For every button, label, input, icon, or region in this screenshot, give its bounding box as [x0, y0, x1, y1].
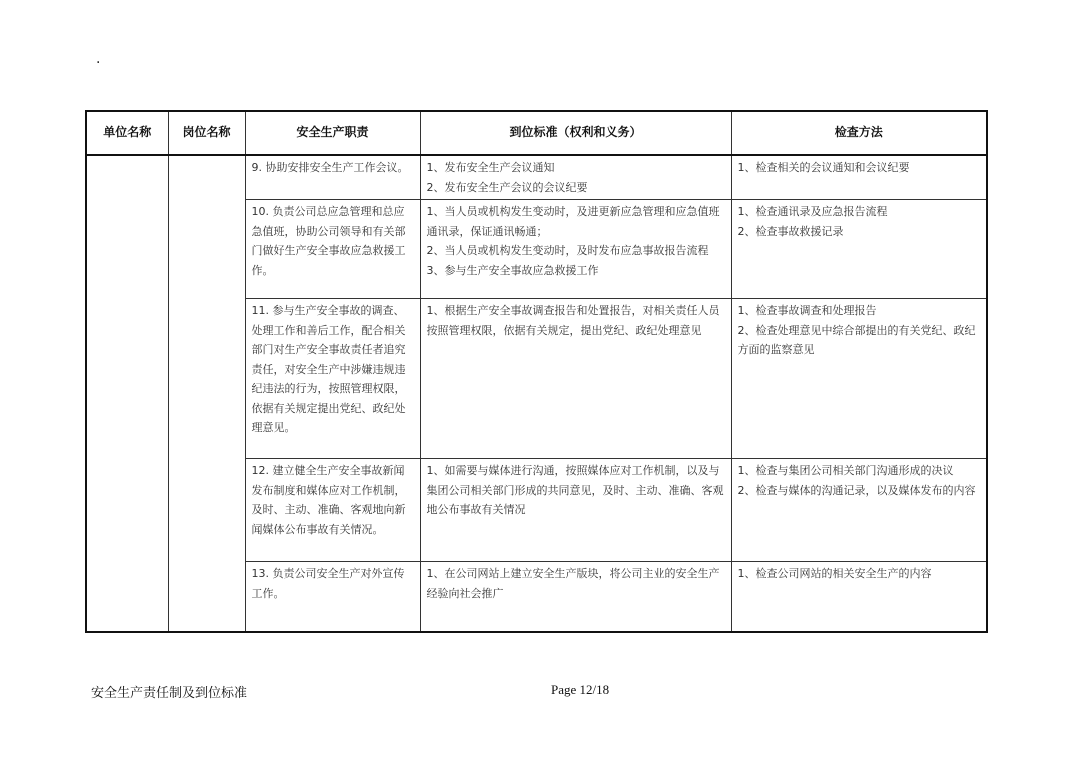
check-item: 1、检查相关的会议通知和会议纪要: [737, 161, 910, 174]
check-cell: [731, 200, 987, 299]
check-cell: [731, 299, 987, 459]
duty-cell: 11. 参与生产安全事故的调查、处理工作和善后工作，配合相关部门对生产安全事故责任者追究责任，对安全生产中涉嫌违规违纪违法的行为，按照管理权限，依据有关规定提出党纪、政纪处理意见。: [245, 299, 420, 459]
check-item: 2、检查与媒体的沟通记录，以及媒体发布的内容: [737, 483, 976, 497]
check-item: 2、检查处理意见中综合部提出的有关党纪、政纪方面的监察意见: [737, 323, 976, 356]
check-item: 1、检查事故调查和处理报告: [737, 304, 877, 317]
check-item: 1、检查与集团公司相关部门沟通形成的决议: [737, 464, 954, 477]
standard-cell: [420, 459, 731, 562]
header-check-method: 检查方法: [731, 111, 987, 155]
check-item: 2、检查事故救援记录: [737, 224, 844, 238]
check-cell: [731, 155, 987, 200]
header-safety-duty: 安全生产职责: [245, 111, 420, 155]
standard-cell: [420, 155, 731, 200]
duty-cell: 13. 负责公司安全生产对外宣传工作。: [245, 562, 420, 632]
check-cell: [731, 562, 987, 632]
footer-page-number: Page 12/18: [551, 682, 610, 697]
responsibility-table: [85, 110, 988, 633]
duty-cell: 10. 负责公司总应急管理和总应急值班，协助公司领导和有关部门做好生产安全事故应急救援工作。: [245, 200, 420, 299]
standard-item: 1、发布安全生产会议通知: [426, 161, 555, 174]
footer-document-title: 安全生产责任制及到位标准: [91, 686, 248, 701]
check-item: 1、检查通讯录及应急报告流程: [737, 205, 888, 218]
post-name-cell: [168, 155, 245, 632]
unit-name-cell: [86, 155, 168, 632]
standard-cell: [420, 562, 731, 632]
check-item: 1、检查公司网站的相关安全生产的内容: [737, 567, 932, 580]
standard-item: 1、当人员或机构发生变动时，及进更新应急管理和应急值班通讯录，保证通讯畅通；: [426, 205, 720, 238]
standard-item: 2、发布安全生产会议的会议纪要: [426, 180, 588, 194]
page-mark: .: [96, 51, 101, 67]
duty-cell: 12. 建立健全生产安全事故新闻发布制度和媒体应对工作机制，及时、主动、准确、客观地向新闻媒体公布事故有关情况。: [245, 459, 420, 562]
standard-item: 2、当人员或机构发生变动时，及时发布应急事故报告流程: [426, 244, 709, 257]
table-header-row: [86, 111, 987, 155]
standard-cell: [420, 299, 731, 459]
check-cell: [731, 459, 987, 562]
header-unit-name: 单位名称: [86, 111, 168, 155]
header-post-name: 岗位名称: [168, 111, 245, 155]
standard-item: 1、根据生产安全事故调查报告和处置报告，对相关责任人员按照管理权限，依据有关规定，提出党纪、政纪处理意见: [426, 304, 720, 337]
header-standard: 到位标准（权利和义务）: [420, 111, 731, 155]
table-row: [86, 155, 987, 200]
standard-item: 3、参与生产安全事故应急救援工作: [426, 263, 599, 277]
standard-cell: [420, 200, 731, 299]
standard-item: 1、如需要与媒体进行沟通，按照媒体应对工作机制，以及与集团公司相关部门形成的共同意见，及时、主动、准确、客观地公布事故有关情况: [426, 464, 724, 516]
standard-item: 1、在公司网站上建立安全生产版块，将公司主业的安全生产经验向社会推广: [426, 567, 720, 600]
duty-cell: 9. 协助安排安全生产工作会议。: [245, 155, 420, 200]
